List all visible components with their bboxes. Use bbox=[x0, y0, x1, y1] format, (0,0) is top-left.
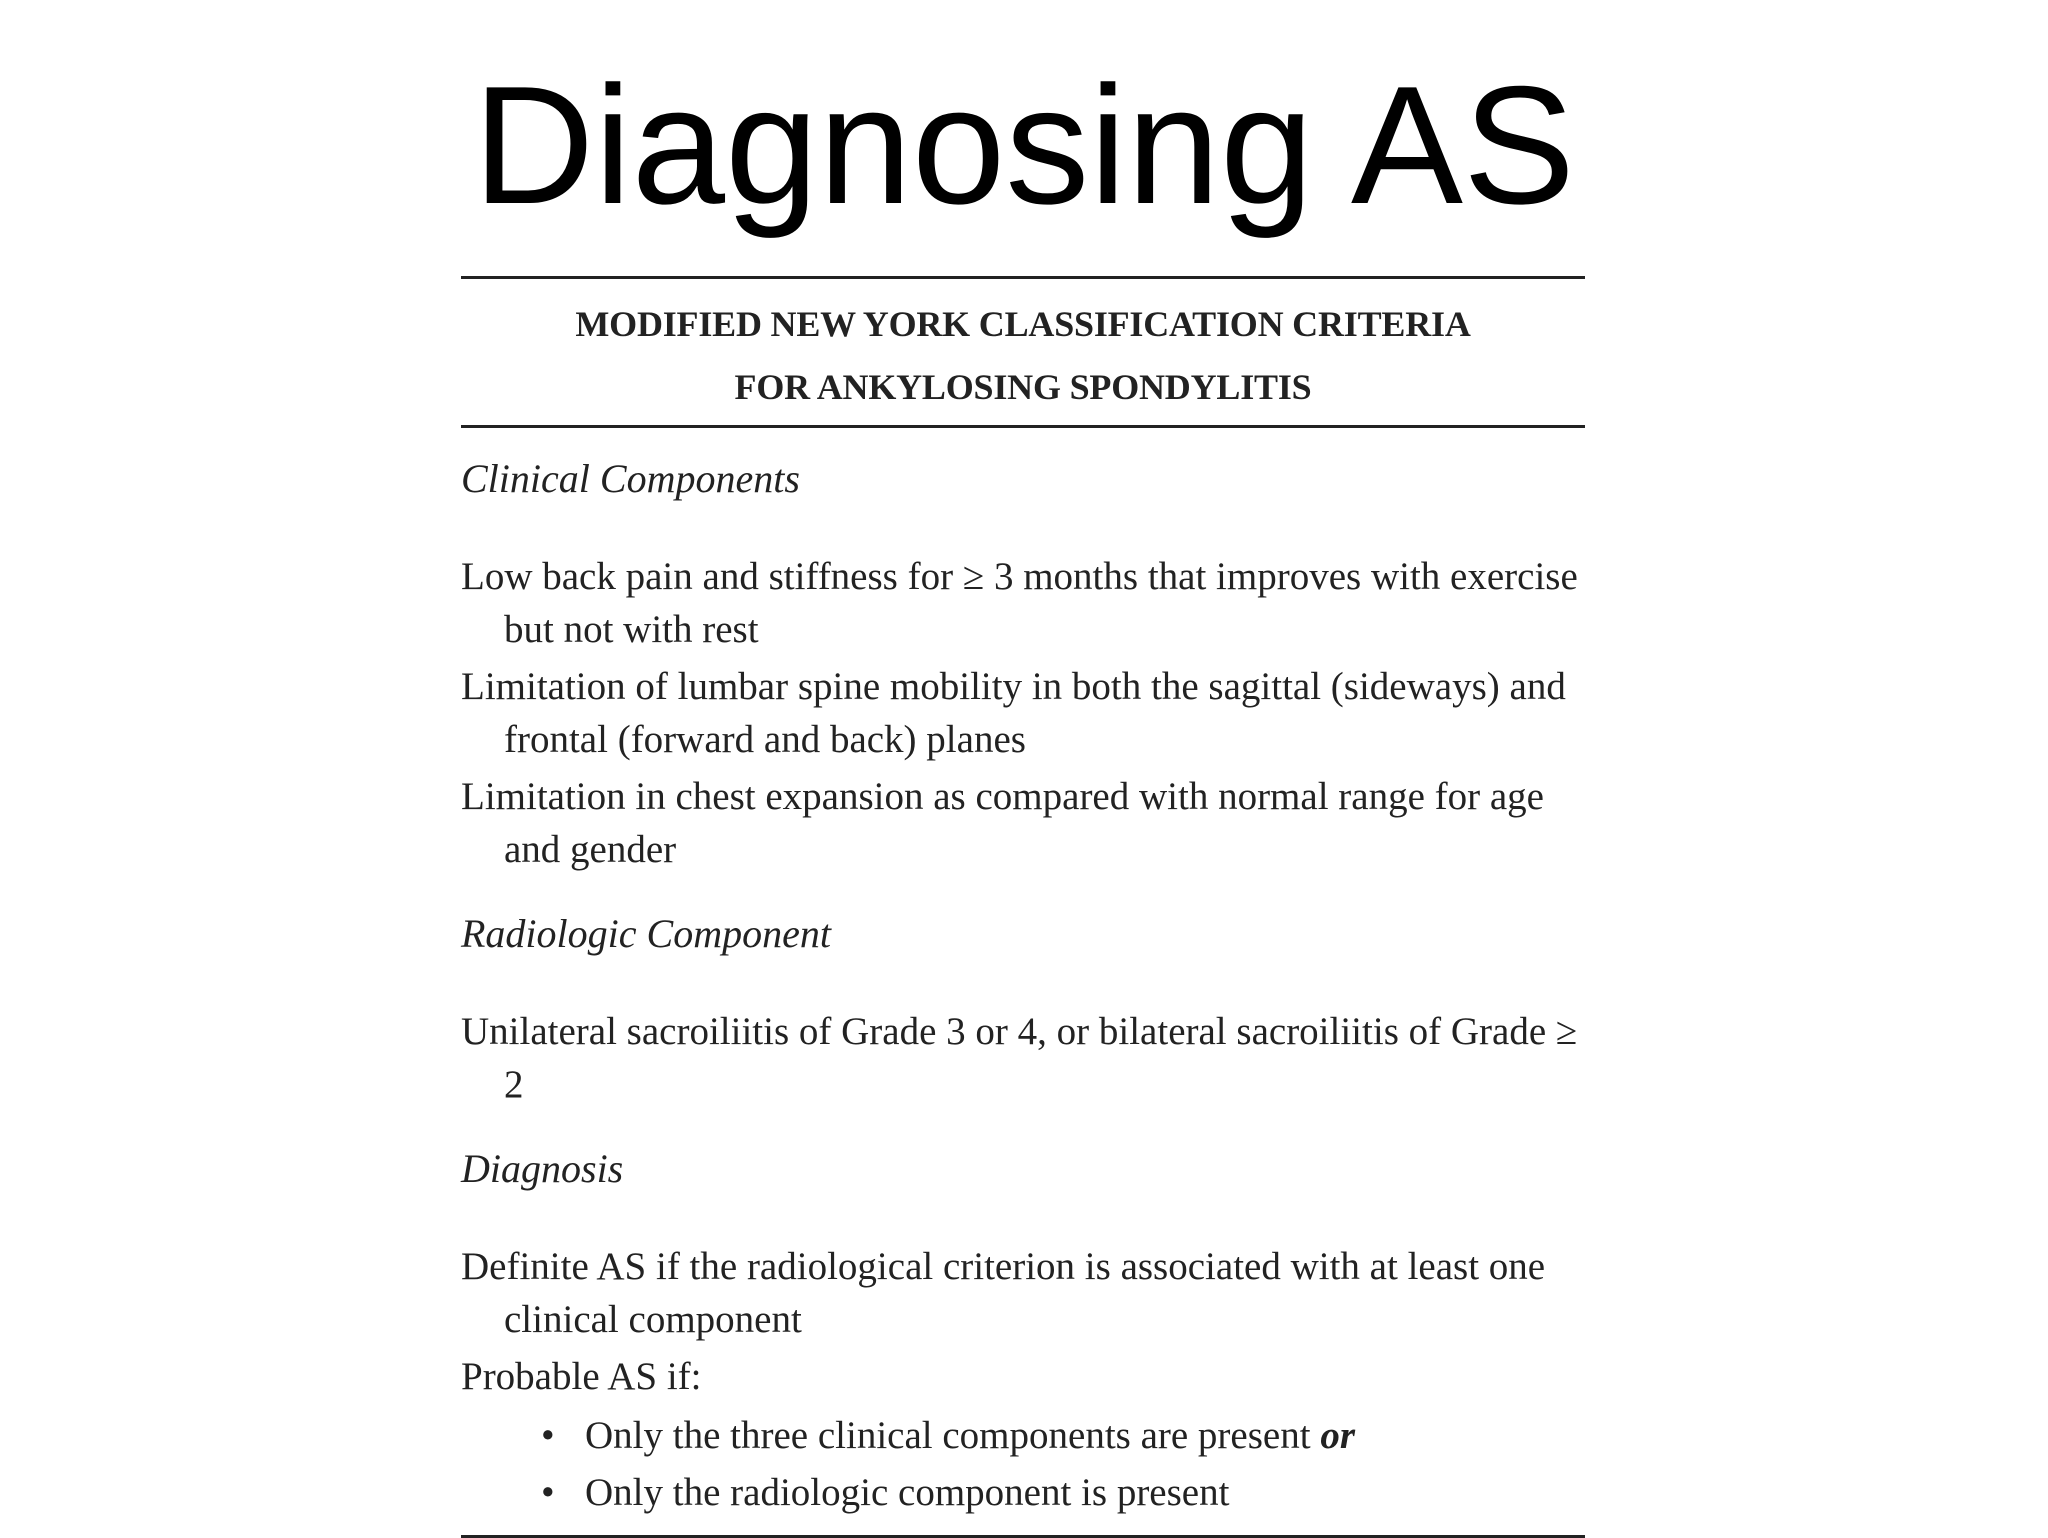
probable-condition-clinical-text: Only the three clinical components are present bbox=[585, 1414, 1321, 1457]
criteria-heading bbox=[461, 279, 1585, 425]
clinical-criterion-lumbar-mobility: Limitation of lumbar spine mobility in both the sagittal (sideways) and frontal (forward and back) planes bbox=[461, 665, 1566, 761]
probable-condition-radiologic-text: Only the radiologic component is present bbox=[585, 1471, 1230, 1514]
criteria-table bbox=[461, 276, 1585, 1538]
probable-as-conditions bbox=[461, 1407, 1585, 1521]
radiologic-criterion-sacroiliitis: Unilateral sacroiliitis of Grade 3 or 4, or bilateral sacroiliitis of Grade ≥ 2 bbox=[461, 1010, 1578, 1106]
criteria-heading-line-2: FOR ANKYLOSING SPONDYLITIS bbox=[734, 367, 1312, 407]
bullet-icon: • bbox=[541, 1471, 555, 1514]
probable-condition-radiologic bbox=[541, 1464, 1585, 1521]
probable-as-rule: Probable AS if: bbox=[461, 1355, 702, 1398]
or-emphasis: or bbox=[1320, 1414, 1355, 1457]
slide-title: Diagnosing AS bbox=[472, 51, 1576, 239]
radiologic-component-heading: Radiologic Component bbox=[461, 911, 831, 956]
clinical-criterion-chest-expansion: Limitation in chest expansion as compared with normal range for age and gender bbox=[461, 775, 1544, 871]
criteria-heading-line-1: MODIFIED NEW YORK CLASSIFICATION CRITERIA bbox=[575, 304, 1471, 344]
probable-condition-clinical bbox=[541, 1407, 1585, 1464]
criteria-body bbox=[461, 428, 1585, 1521]
clinical-criterion-back-pain: Low back pain and stiffness for ≥ 3 months that improves with exercise but not with rest bbox=[461, 555, 1578, 651]
definite-as-rule: Definite AS if the radiological criterion is associated with at least one clinical component bbox=[461, 1245, 1546, 1341]
diagnosis-heading: Diagnosis bbox=[461, 1146, 624, 1191]
bullet-icon: • bbox=[541, 1414, 555, 1457]
clinical-components-heading: Clinical Components bbox=[461, 456, 800, 501]
